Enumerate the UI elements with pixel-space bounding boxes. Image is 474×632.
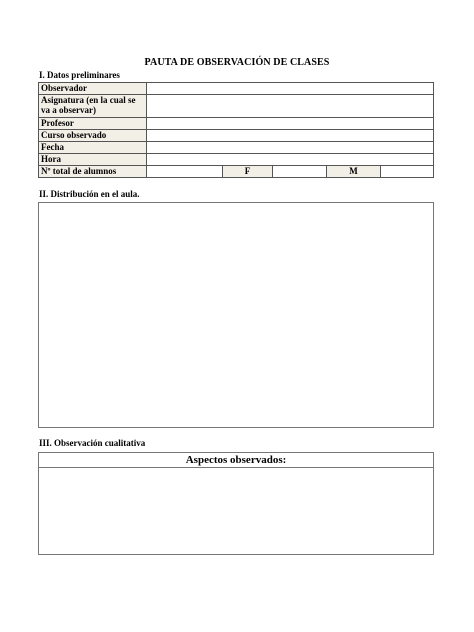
label-fecha: Fecha [39,142,147,154]
preliminary-data-table [38,82,434,178]
label-curso-observado: Curso observado [39,130,147,142]
field-asignatura[interactable] [147,95,434,118]
classroom-distribution-box[interactable] [38,202,434,428]
table-row [39,142,434,154]
section-heading-preliminary-data: I. Datos preliminares [39,70,120,80]
field-hora[interactable] [147,154,434,166]
qualitative-observation-box[interactable] [38,452,434,555]
observed-aspects-header: Aspectos observados: [39,453,433,468]
field-fecha[interactable] [147,142,434,154]
field-profesor[interactable] [147,118,434,130]
field-f[interactable] [273,166,327,178]
label-asignatura: Asignatura (en la cual se va a observar) [39,95,147,118]
section-heading-qualitative-observation: III. Observación cualitativa [39,438,146,448]
field-observador[interactable] [147,83,434,95]
document-title: PAUTA DE OBSERVACIÓN DE CLASES [144,57,330,68]
table-row [39,154,434,166]
section-heading-classroom-distribution: II. Distribución en el aula. [39,189,140,199]
field-curso-observado[interactable] [147,130,434,142]
table-row [39,95,434,118]
table-row [39,118,434,130]
label-m: M [327,166,381,178]
label-total-alumnos: Nº total de alumnos [39,166,147,178]
label-observador: Observador [39,83,147,95]
field-m[interactable] [381,166,434,178]
field-total-alumnos[interactable] [147,166,223,178]
table-row [39,83,434,95]
label-profesor: Profesor [39,118,147,130]
table-row [39,130,434,142]
table-row [39,166,434,178]
label-f: F [223,166,273,178]
label-hora: Hora [39,154,147,166]
